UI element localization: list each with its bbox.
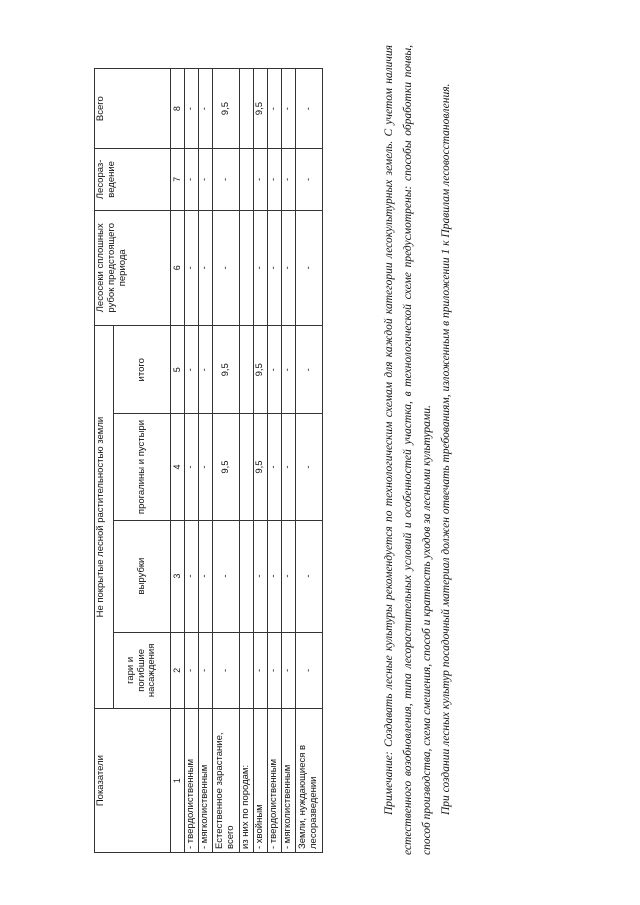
land-categories-table: [94, 68, 323, 853]
table-cell: -: [199, 414, 213, 520]
table-cell: -: [199, 326, 213, 414]
table-cell: 9,5: [213, 326, 240, 414]
table-cell: -: [296, 414, 323, 520]
table-cell: 9,5: [213, 69, 240, 149]
table-cell: -: [296, 520, 323, 632]
table-cell: -: [268, 210, 282, 326]
table-cell: [240, 69, 254, 149]
table-row: [199, 69, 213, 853]
row-label: из них по породам:: [240, 709, 254, 853]
subheader-burned: гари и погибшие насаждения: [114, 632, 171, 709]
table-cell: -: [282, 414, 296, 520]
table-cell: -: [185, 414, 199, 520]
table-cell: -: [296, 210, 323, 326]
table-cell: -: [199, 520, 213, 632]
header-clearcut-areas: Лесосеки сплошных рубок предстоящего периода: [95, 210, 171, 326]
table-row: [254, 69, 268, 853]
table-cell: -: [296, 326, 323, 414]
note-paragraph: Примечание: Создавать лесные культуры рекомендуется по технологическим схемам для каждой категории лесокультурных земель. С учетом наличия естественного возобновления, типа лесорастительных условий и особенностей участка, в технологической схеме предусмотрены: способы обработки почвы, способ производства, схема смешения, способ и кратность уходов за лесными культурами.: [383, 45, 433, 855]
table-cell: -: [185, 69, 199, 149]
table-cell: 9,5: [254, 414, 268, 520]
table-cell: -: [254, 632, 268, 709]
subheader-cutovers: вырубки: [114, 520, 171, 632]
column-number: 1: [171, 709, 185, 853]
row-label: - мягколиственным: [199, 709, 213, 853]
table-row: [240, 69, 254, 853]
row-label: Естественное зарастание, всего: [213, 709, 240, 853]
table-row: [268, 69, 282, 853]
table-row: [213, 69, 240, 853]
table-cell: -: [213, 632, 240, 709]
column-number: 8: [171, 69, 185, 149]
table-cell: -: [254, 210, 268, 326]
table-cell: -: [185, 149, 199, 210]
subheader-total: итого: [114, 326, 171, 414]
table-cell: -: [185, 210, 199, 326]
table-cell: -: [254, 520, 268, 632]
column-number: 2: [171, 632, 185, 709]
note-paragraph: При создании лесных культур посадочный материал должен отвечать требованиям, изложенным в приложении 1 к Правилам лесовосстановления.: [440, 83, 452, 815]
table-cell: [240, 520, 254, 632]
table-cell: -: [185, 520, 199, 632]
header-not-covered: Не покрытые лесной растительностью земли: [95, 326, 114, 709]
column-number: 7: [171, 149, 185, 210]
table-cell: -: [199, 149, 213, 210]
column-number: 5: [171, 326, 185, 414]
table-cell: -: [185, 632, 199, 709]
table-cell: -: [199, 632, 213, 709]
header-thinning: Лесораз-ведение: [95, 149, 171, 210]
table-cell: -: [282, 69, 296, 149]
table-cell: -: [268, 149, 282, 210]
table-cell: -: [268, 632, 282, 709]
table-cell: -: [268, 520, 282, 632]
table-cell: -: [199, 210, 213, 326]
table-cell: -: [213, 149, 240, 210]
table-row: [296, 69, 323, 853]
column-number: 4: [171, 414, 185, 520]
table-cell: -: [282, 632, 296, 709]
table-cell: -: [268, 326, 282, 414]
table-cell: -: [213, 520, 240, 632]
column-number: 6: [171, 210, 185, 326]
table-cell: -: [268, 414, 282, 520]
table-cell: [240, 149, 254, 210]
table-cell: [240, 210, 254, 326]
table-cell: -: [296, 69, 323, 149]
row-label: - твердолиственным: [268, 709, 282, 853]
table-cell: -: [282, 149, 296, 210]
note-block: [380, 45, 456, 855]
table-cell: -: [282, 520, 296, 632]
row-label: - хвойным: [254, 709, 268, 853]
table-cell: 9,5: [254, 69, 268, 149]
table-cell: -: [296, 632, 323, 709]
table-cell: -: [199, 69, 213, 149]
table-row: [185, 69, 199, 853]
table-cell: [240, 326, 254, 414]
table-cell: -: [282, 210, 296, 326]
table-cell: -: [254, 149, 268, 210]
header-total: Всего: [95, 69, 171, 149]
table-cell: -: [282, 326, 296, 414]
header-indicator: Показатели: [95, 709, 171, 853]
column-number: 3: [171, 520, 185, 632]
table-cell: -: [268, 69, 282, 149]
row-label: - твердолиственным: [185, 709, 199, 853]
table-cell: [240, 632, 254, 709]
table-cell: -: [185, 326, 199, 414]
table-row: [282, 69, 296, 853]
table-cell: -: [213, 210, 240, 326]
table-cell: -: [296, 149, 323, 210]
table-cell: 9,5: [254, 326, 268, 414]
column-numbers-row: [171, 69, 185, 853]
row-label: Земли, нуждающиеся в лесоразведении: [296, 709, 323, 853]
subheader-glades: прогалины и пустыри: [114, 414, 171, 520]
table-cell: 9,5: [213, 414, 240, 520]
row-label: - мягколиственным: [282, 709, 296, 853]
table-cell: [240, 414, 254, 520]
